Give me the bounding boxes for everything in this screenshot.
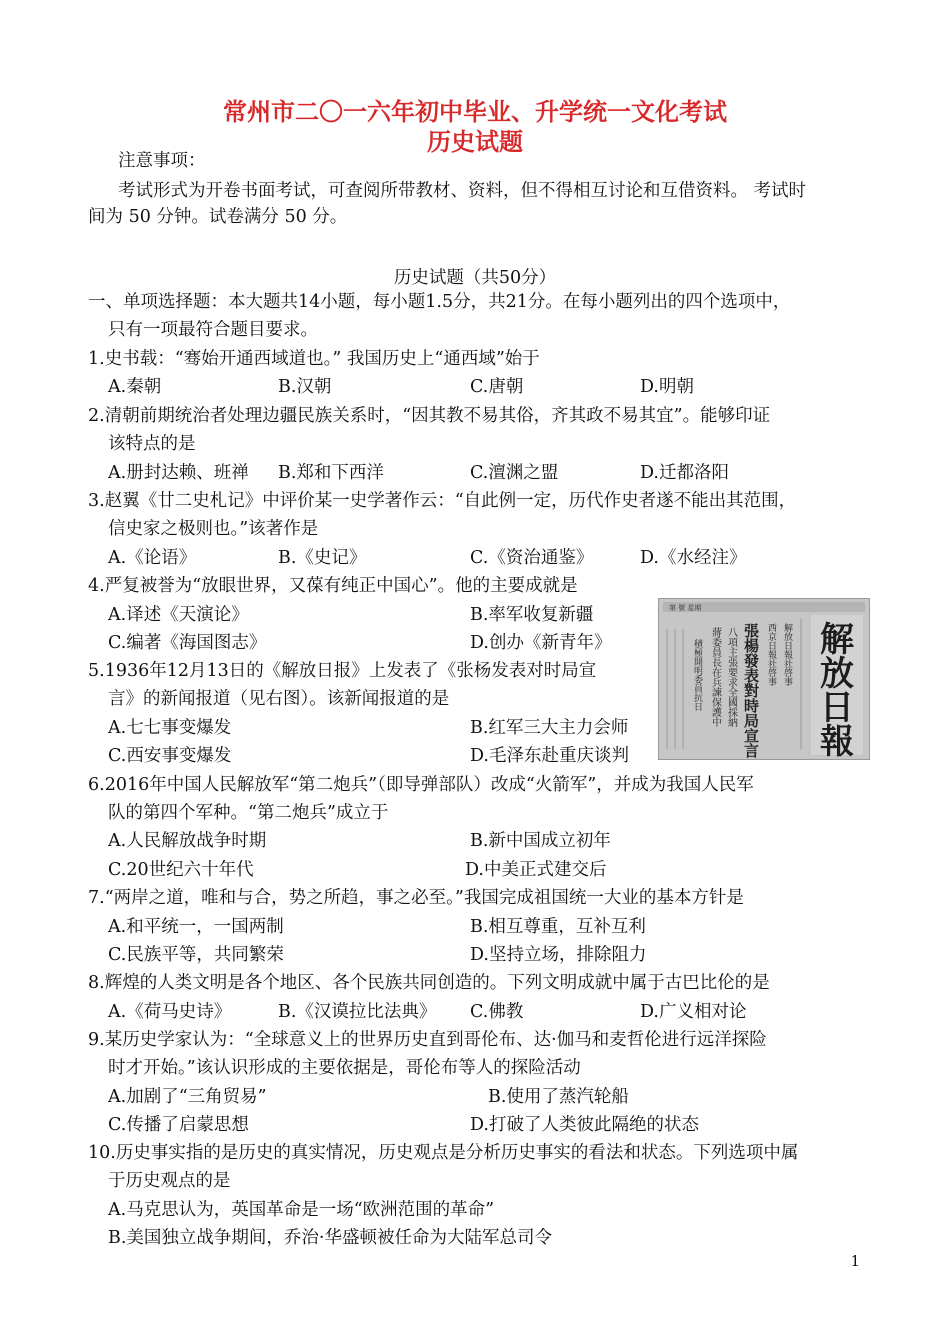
newspaper-headline: 張楊發表對時局宣言: [742, 623, 760, 758]
q8-option-a: A.《荷马史诗》: [108, 1002, 232, 1022]
section-title: 历史试题（共50分）: [393, 268, 557, 288]
question-3-stem-2: 信史家之极则也。”该著作是: [108, 519, 319, 539]
q6-option-a: A.人民解放战争时期: [108, 831, 267, 851]
q4-option-a: A.译述《天演论》: [108, 605, 249, 625]
q1-option-a: A.秦朝: [108, 377, 162, 397]
question-5-stem: 5.1936年12月13日的《解放日报》上发表了《张杨发表对时局宣: [88, 661, 597, 681]
q10-option-b: B.美国独立战争期间，乔治·华盛顿被任命为大陆军总司令: [108, 1228, 552, 1248]
q2-option-d: D.迁都洛阳: [640, 463, 729, 483]
q3-option-c: C.《资治通鉴》: [470, 548, 594, 568]
q9-option-c: C.传播了启蒙思想: [108, 1115, 249, 1135]
q7-option-a: A.和平统一，一国两制: [108, 917, 284, 937]
q6-option-c: C.20世纪六十年代: [108, 860, 254, 880]
q4-option-c: C.编著《海国图志》: [108, 633, 267, 653]
q1-option-c: C.唐朝: [470, 377, 524, 397]
q2-option-c: C.澶渊之盟: [470, 463, 559, 483]
q7-option-d: D.坚持立场，排除阻力: [470, 945, 647, 965]
q9-option-d: D.打破了人类彼此隔绝的状态: [470, 1115, 699, 1135]
q7-option-b: B.相互尊重，互补互利: [470, 917, 646, 937]
q9-option-a: A.加剧了“三角贸易”: [108, 1087, 267, 1107]
q8-option-b: B.《汉谟拉比法典》: [278, 1002, 437, 1022]
notice-line-1: 考试形式为开卷书面考试，可查阅所带教材、资料，但不得相互讨论和互借资料。 考试时: [118, 181, 807, 201]
question-9-stem-2: 时才开始。”该认识形成的主要依据是，哥伦布等人的探险活动: [108, 1058, 581, 1078]
q3-option-a: A.《论语》: [108, 548, 197, 568]
q5-option-b: B.红军三大主力会师: [470, 718, 629, 738]
question-4-stem: 4.严复被誉为“放眼世界，又葆有纯正中国心”。他的主要成就是: [88, 576, 578, 596]
newspaper-masthead-char-4: 報: [820, 722, 854, 759]
notice-line-2: 间为 50 分钟。试卷满分 50 分。: [88, 207, 348, 227]
question-9-stem: 9.某历史学家认为：“全球意义上的世界历史直到哥伦布、达·伽马和麦哲伦进行远洋探险: [88, 1030, 767, 1050]
question-10-stem-2: 于历史观点的是: [108, 1171, 231, 1191]
q9-option-b: B.使用了蒸汽轮船: [488, 1087, 629, 1107]
q4-option-d: D.创办《新青年》: [470, 633, 612, 653]
q6-option-d: D.中美正式建交后: [465, 860, 607, 880]
q1-option-d: D.明朝: [640, 377, 694, 397]
q3-option-d: D.《水经注》: [640, 548, 747, 568]
newspaper-masthead-char-2: 放: [820, 654, 854, 694]
newspaper-image: [658, 598, 870, 760]
newspaper-sub-1: 解放日報社啓事: [782, 623, 792, 686]
question-1-stem: 1.史书载：“骞始开通西域道也。” 我国历史上“通西域”始于: [88, 349, 540, 369]
question-7-stem: 7.“两岸之道，唯和与合，势之所趋，事之必至。”我国完成祖国统一大业的基本方针是: [88, 888, 744, 908]
q8-option-c: C.佛教: [470, 1002, 524, 1022]
exam-title: 常州市二〇一六年初中毕业、升学统一文化考试: [223, 98, 727, 126]
q3-option-b: B.《史记》: [278, 548, 367, 568]
newspaper-sub-5: 積極開明委員抗日: [692, 639, 702, 711]
newspaper-masthead-char-3: 日: [820, 688, 854, 728]
page-number: 1: [850, 1252, 860, 1270]
question-2-stem-2: 该特点的是: [108, 434, 196, 454]
q4-option-b: B.率军收复新疆: [470, 605, 594, 625]
q5-option-a: A.七七事变爆发: [108, 718, 232, 738]
question-8-stem: 8.辉煌的人类文明是各个地区、各个民族共同创造的。下列文明成就中属于古巴比伦的是: [88, 973, 770, 993]
question-6-stem-2: 队的第四个军种。“第二炮兵”成立于: [108, 803, 389, 823]
question-10-stem: 10.历史事实指的是历史的真实情况，历史观点是分析历史事实的看法和状态。下列选项中属: [88, 1143, 799, 1163]
question-2-stem: 2.清朝前期统治者处理边疆民族关系时，“因其教不易其俗，齐其政不易其宜”。能够印证: [88, 406, 771, 426]
q2-option-b: B.郑和下西洋: [278, 463, 384, 483]
newspaper-sub-3: 八項主張要求全國採納: [725, 627, 737, 727]
exam-subtitle: 历史试题: [427, 128, 523, 156]
q2-option-a: A.册封达赖、班禅: [108, 463, 249, 483]
q1-option-b: B.汉朝: [278, 377, 332, 397]
question-6-stem: 6.2016年中国人民解放军“第二炮兵”（即导弹部队）改成“火箭军”，并成为我国人民军: [88, 775, 754, 795]
q6-option-b: B.新中国成立初年: [470, 831, 611, 851]
q10-option-a: A.马克思认为，英国革命是一场“欧洲范围的革命”: [108, 1200, 495, 1220]
q7-option-c: C.民族平等，共同繁荣: [108, 945, 284, 965]
q5-option-d: D.毛泽东赴重庆谈判: [470, 746, 629, 766]
notice-heading: 注意事项：: [118, 151, 206, 171]
part1-intro-2: 只有一项最符合题目要求。: [108, 320, 318, 340]
newspaper-masthead-char-1: 解: [820, 620, 854, 660]
q8-option-d: D.广义相对论: [640, 1002, 747, 1022]
newspaper-sub-2: 西京日報社啓事: [766, 623, 776, 686]
question-3-stem: 3.赵翼《廿二史札记》中评价某一史学著作云：“自此例一定，历代作史者遂不能出其范围，: [88, 491, 797, 511]
q5-option-c: C.西安事变爆发: [108, 746, 232, 766]
part1-intro-1: 一、单项选择题：本大题共14小题，每小题1.5分，共21分。在每小题列出的四个选项中，: [88, 292, 791, 312]
question-5-stem-2: 言》的新闻报道（见右图）。该新闻报道的是: [108, 689, 450, 709]
newspaper-svg: [659, 599, 869, 759]
newspaper-top-strip: 第 號 星期: [669, 604, 702, 612]
newspaper-sub-4: 蔣委員長在兵諫保護中: [709, 627, 721, 727]
